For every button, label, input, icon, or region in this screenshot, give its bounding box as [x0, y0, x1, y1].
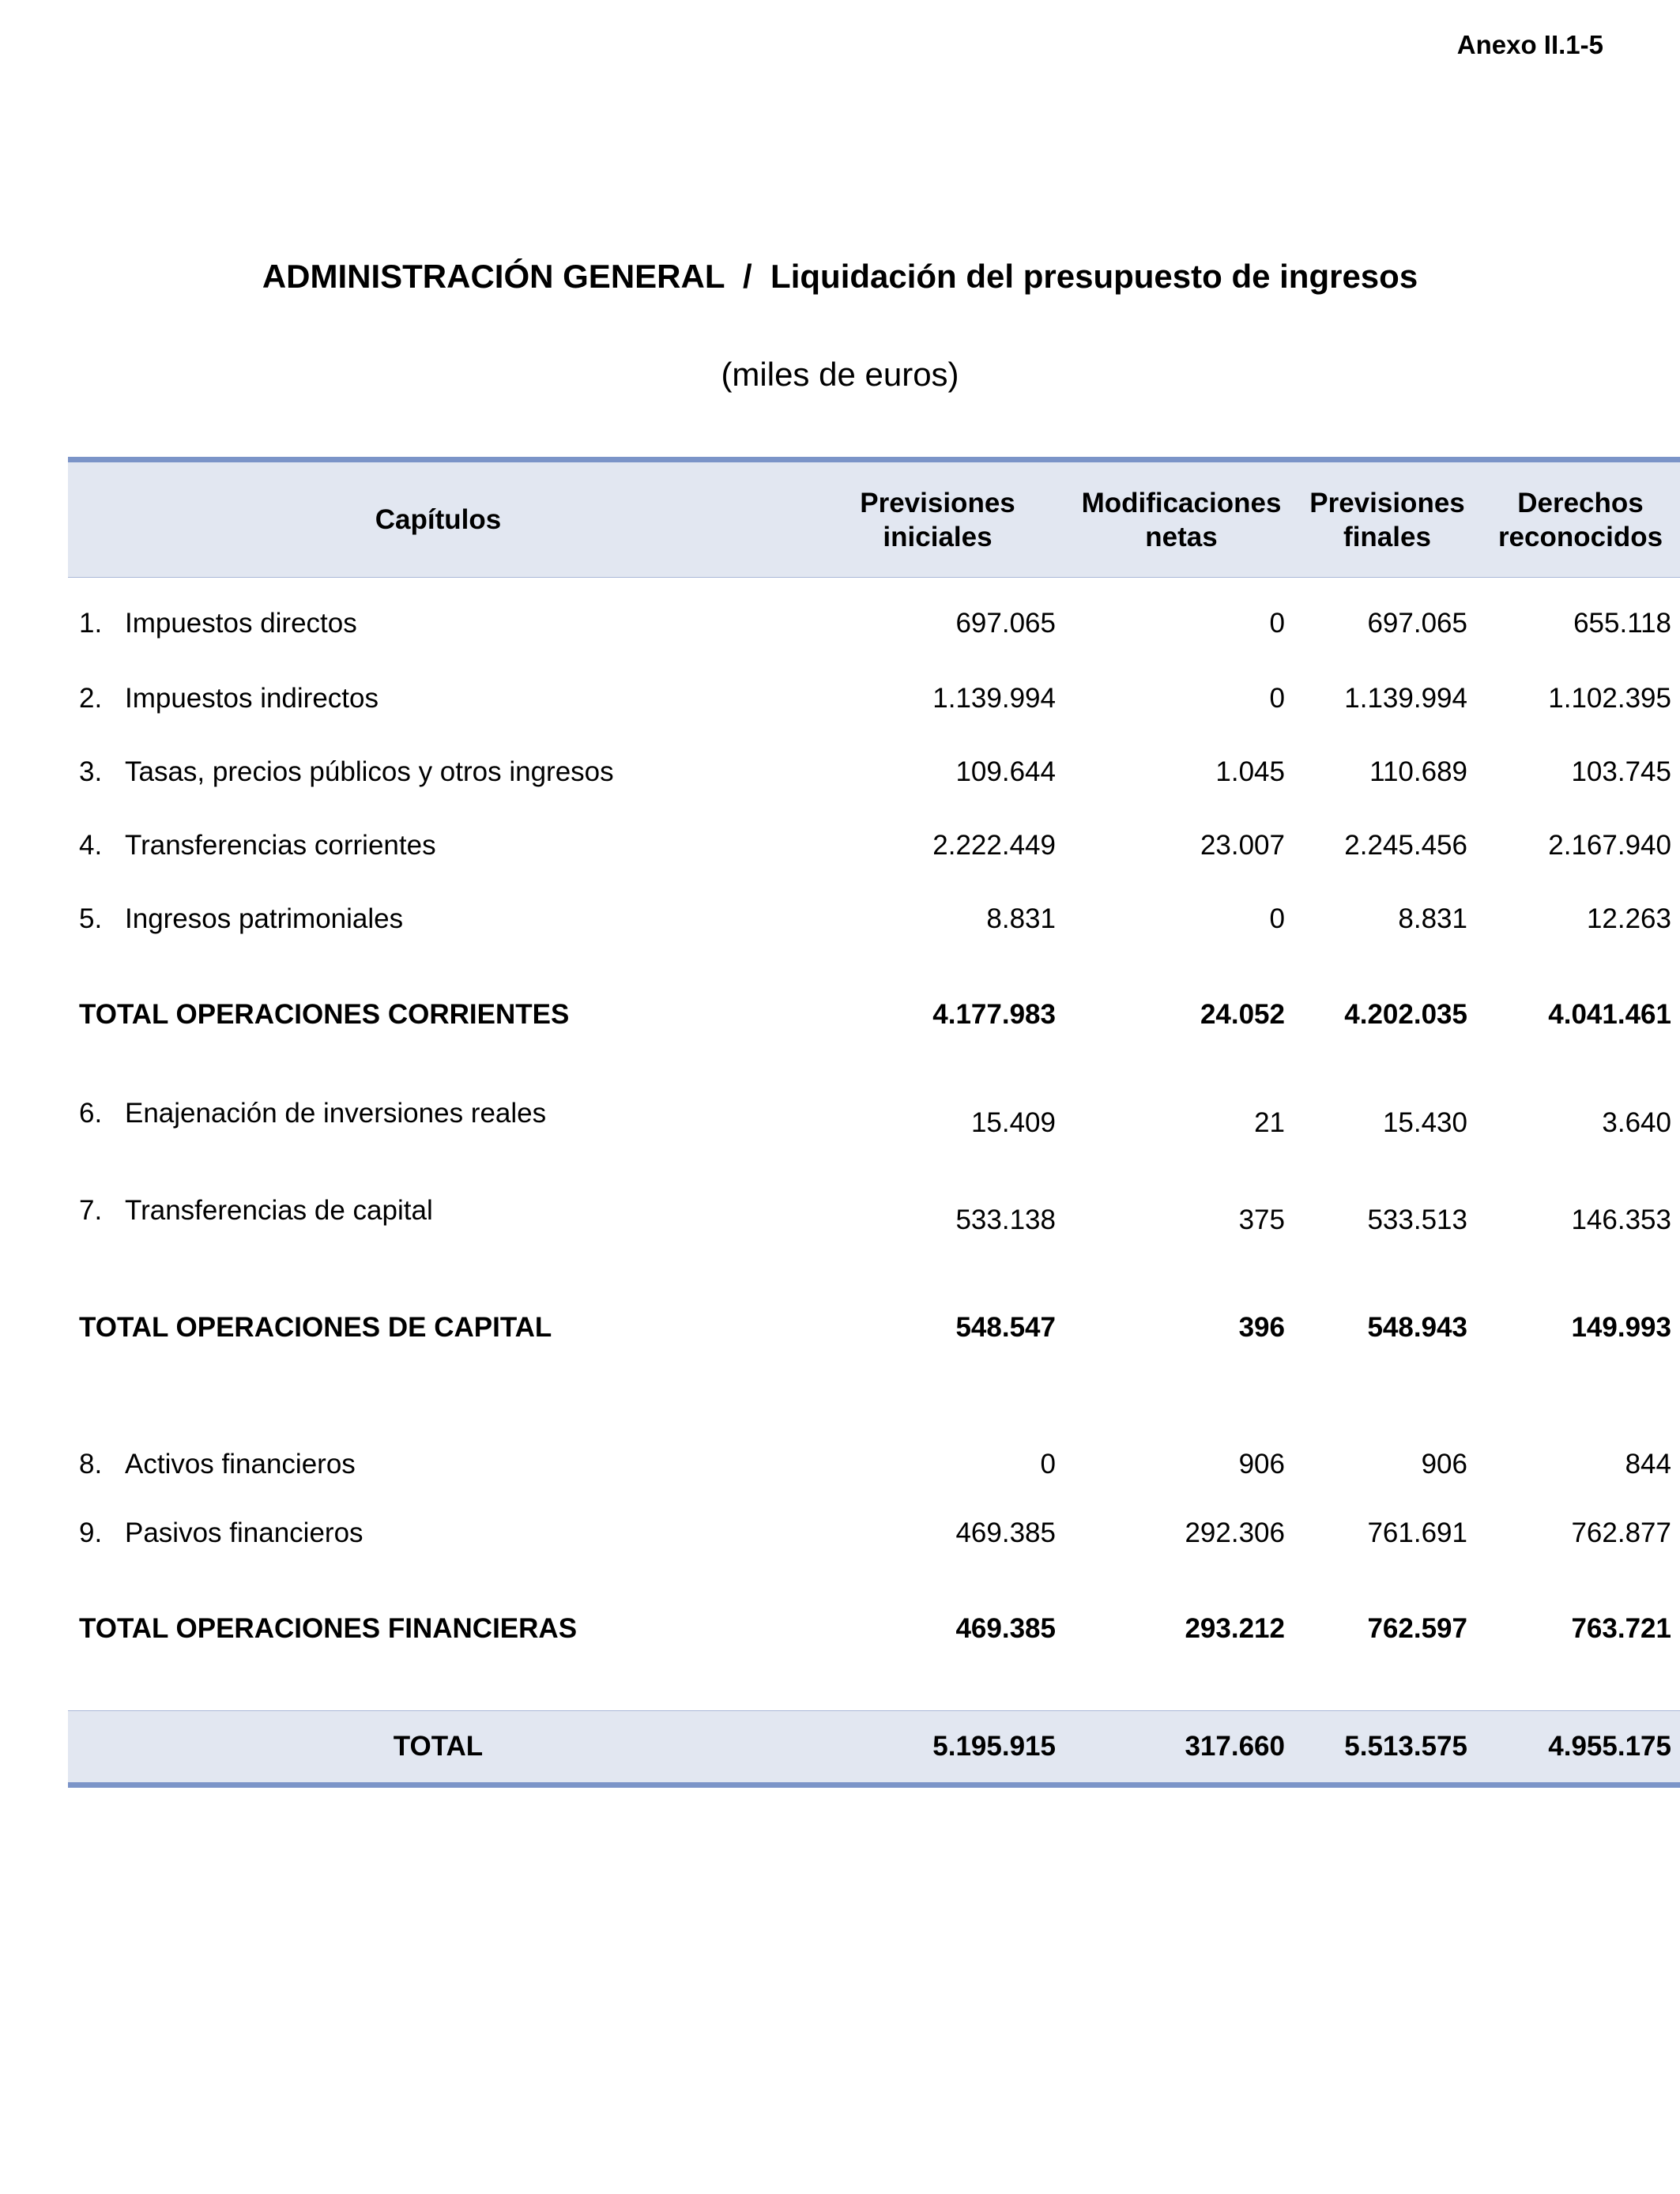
- cell-mod: 375: [1238, 1204, 1285, 1235]
- cell-ini: 1.139.994: [932, 682, 1056, 714]
- header-previsiones-iniciales: [808, 460, 1067, 578]
- row-number: 2.: [79, 682, 103, 714]
- header-derechos-reconocidos: [1478, 460, 1680, 578]
- cell-der: 762.877: [1571, 1517, 1671, 1548]
- cell-fin: 15.430: [1382, 1106, 1467, 1138]
- cell-der: 844: [1625, 1449, 1671, 1480]
- row-label: [68, 809, 808, 882]
- page-subtitle: (miles de euros): [721, 356, 959, 393]
- row-number: 5.: [79, 903, 103, 934]
- row-number: 9.: [79, 1517, 103, 1548]
- cell-ini: 0: [1040, 1449, 1056, 1480]
- total-mod: 24.052: [1200, 999, 1285, 1030]
- row-label: [68, 882, 808, 956]
- cell-fin: 761.691: [1367, 1517, 1467, 1548]
- row-text: Ingresos patrimoniales: [125, 903, 404, 934]
- row-label: [68, 735, 808, 809]
- table-row: [68, 578, 1680, 662]
- cell-der: 103.745: [1571, 756, 1671, 787]
- total-row-financieras: [68, 1570, 1680, 1688]
- total-row-capital: [68, 1269, 1680, 1387]
- total-der: 763.721: [1571, 1613, 1671, 1644]
- cell-fin: 2.245.456: [1344, 829, 1467, 861]
- cell-der: 655.118: [1573, 608, 1671, 639]
- total-fin: 548.943: [1367, 1312, 1467, 1343]
- page-title: ADMINISTRACIÓN GENERAL / Liquidación del presupuesto de ingresos: [262, 258, 1418, 295]
- cell-der: 1.102.395: [1548, 682, 1671, 714]
- header-text: reconocidos: [1497, 521, 1663, 552]
- total-ini: 4.177.983: [932, 999, 1056, 1030]
- total-label: TOTAL OPERACIONES FINANCIERAS: [79, 1613, 578, 1644]
- cell-der: 12.263: [1586, 903, 1671, 934]
- annex-label: Anexo II.1-5: [1456, 30, 1603, 59]
- cell-fin: 110.689: [1369, 756, 1467, 787]
- cell-ini: 697.065: [955, 608, 1056, 639]
- row-text: Impuestos indirectos: [125, 682, 379, 714]
- table-row: [68, 882, 1680, 956]
- cell-mod: 0: [1269, 608, 1285, 639]
- total-label: TOTAL OPERACIONES CORRIENTES: [79, 999, 570, 1030]
- cell-fin: 1.139.994: [1344, 682, 1467, 714]
- header-text: finales: [1343, 521, 1431, 552]
- row-number: 7.: [79, 1195, 103, 1226]
- spacer-row: [68, 1688, 1680, 1711]
- grand-total-label: TOTAL: [68, 1711, 808, 1785]
- cell-ini: 8.831: [986, 903, 1056, 934]
- row-label: [68, 662, 808, 735]
- table-row: [68, 1387, 1680, 1496]
- spacer-cell: [68, 1688, 1680, 1711]
- total-mod: 396: [1238, 1312, 1285, 1343]
- table-header: [68, 460, 1680, 578]
- row-label: [68, 1496, 808, 1570]
- cell-ini: 469.385: [955, 1517, 1056, 1548]
- cell-mod: 1.045: [1215, 756, 1285, 787]
- total-mod: 293.212: [1185, 1613, 1285, 1644]
- row-number: 4.: [79, 829, 103, 861]
- cell-ini: 533.138: [955, 1204, 1056, 1235]
- header-previsiones-finales: [1296, 460, 1478, 578]
- table-row: [68, 1074, 1680, 1171]
- total-label: TOTAL OPERACIONES DE CAPITAL: [79, 1312, 552, 1343]
- cell-fin: 533.513: [1367, 1204, 1467, 1235]
- total-der: 149.993: [1571, 1312, 1671, 1343]
- header-text: iniciales: [883, 521, 993, 552]
- total-fin: 4.202.035: [1344, 999, 1467, 1030]
- cell-mod: 0: [1269, 682, 1285, 714]
- total-fin: 762.597: [1367, 1613, 1467, 1644]
- row-text: Enajenación de inversiones reales: [125, 1098, 547, 1129]
- cell-ini: 15.409: [970, 1106, 1056, 1138]
- row-number: 3.: [79, 756, 103, 787]
- row-text: Impuestos directos: [125, 608, 357, 639]
- cell-mod: 21: [1254, 1106, 1285, 1138]
- table-row: [68, 1496, 1680, 1570]
- cell-fin: 906: [1421, 1449, 1467, 1480]
- row-text: Tasas, precios públicos y otros ingresos: [125, 756, 614, 787]
- header-text: netas: [1145, 521, 1218, 552]
- table-row: [68, 662, 1680, 735]
- row-label: [68, 1074, 808, 1171]
- row-number: 6.: [79, 1098, 103, 1129]
- grand-total-ini: 5.195.915: [808, 1711, 1067, 1785]
- table-row: [68, 735, 1680, 809]
- row-label: [68, 1171, 808, 1269]
- cell-mod: 0: [1269, 903, 1285, 934]
- cell-ini: 109.644: [955, 756, 1056, 787]
- row-number: 1.: [79, 608, 103, 639]
- row-text: Pasivos financieros: [125, 1517, 363, 1548]
- header-text: Modificaciones: [1081, 487, 1282, 518]
- table-row: [68, 1171, 1680, 1269]
- cell-der: 146.353: [1571, 1204, 1671, 1235]
- cell-fin: 8.831: [1398, 903, 1467, 934]
- cell-mod: 292.306: [1185, 1517, 1285, 1548]
- cell-der: 3.640: [1602, 1106, 1671, 1138]
- header-text: Derechos: [1517, 487, 1644, 518]
- cell-mod: 906: [1238, 1449, 1285, 1480]
- header-modificaciones-netas: [1067, 460, 1296, 578]
- cell-ini: 2.222.449: [932, 829, 1056, 861]
- row-label: [68, 578, 808, 662]
- row-label: [68, 1387, 808, 1496]
- total-ini: 469.385: [955, 1613, 1056, 1644]
- cell-der: 2.167.940: [1548, 829, 1671, 861]
- cell-fin: 697.065: [1367, 608, 1467, 639]
- total-der: 4.041.461: [1548, 999, 1671, 1030]
- total-ini: 548.547: [955, 1312, 1056, 1343]
- header-text: Previsiones: [860, 487, 1015, 518]
- table-row: [68, 809, 1680, 882]
- grand-total-fin: 5.513.575: [1296, 1711, 1478, 1785]
- budget-table: [68, 457, 1680, 1788]
- row-text: Activos financieros: [125, 1449, 356, 1480]
- header-capitulos: Capítulos: [68, 460, 808, 578]
- grand-total-mod: 317.660: [1067, 1711, 1296, 1785]
- row-text: Transferencias de capital: [125, 1195, 433, 1226]
- total-row-corrientes: [68, 956, 1680, 1074]
- header-text: Previsiones: [1309, 487, 1465, 518]
- grand-total-row: [68, 1711, 1680, 1785]
- row-number: 8.: [79, 1449, 103, 1480]
- row-text: Transferencias corrientes: [125, 829, 436, 861]
- grand-total-der: 4.955.175: [1478, 1711, 1680, 1785]
- cell-mod: 23.007: [1200, 829, 1285, 861]
